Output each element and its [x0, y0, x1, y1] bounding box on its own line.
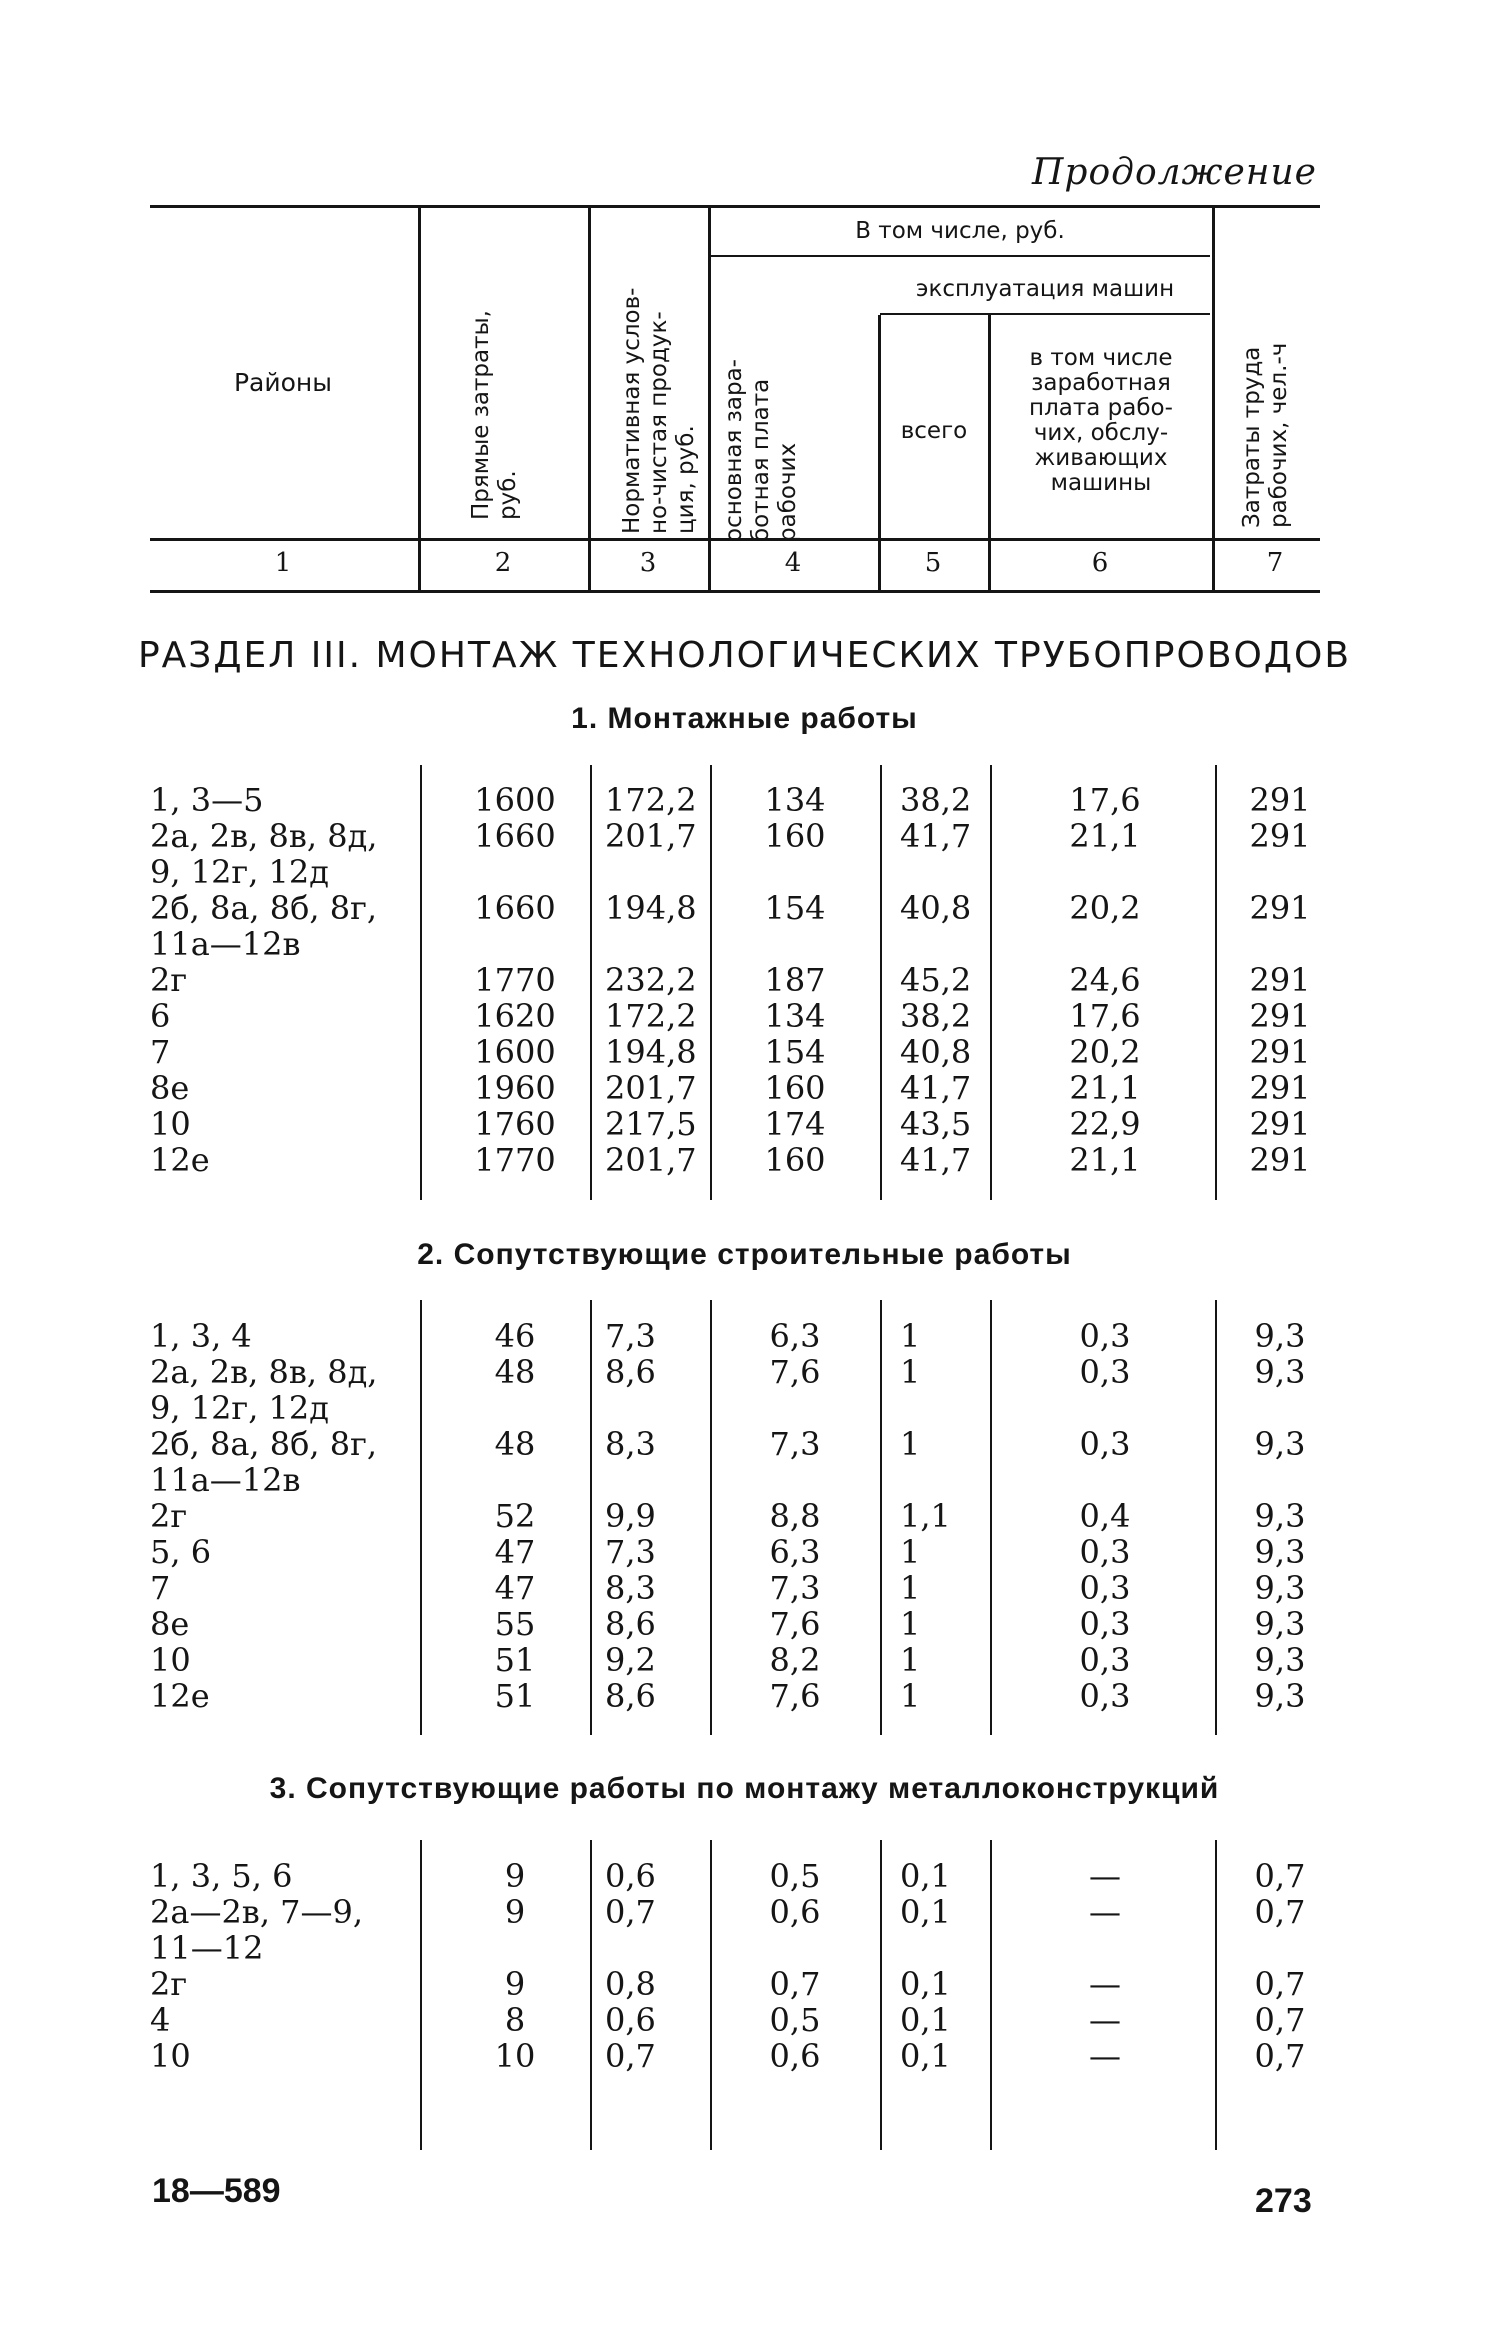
value-cell-col2: 1760: [474, 1105, 556, 1143]
region-line: 7: [150, 1033, 171, 1071]
value-cell-col2: 1600: [474, 1033, 556, 1071]
header-numbers-rule: [150, 590, 1320, 593]
value-cell-col4: 174: [764, 1105, 826, 1143]
value-cell-col6: —: [1089, 2001, 1121, 2039]
value-cell-col5: 1: [900, 1533, 921, 1571]
value-cell-col7: 291: [1249, 997, 1311, 1035]
region-line: 1, 3, 5, 6: [150, 1857, 293, 1895]
value-cell-col2: 47: [494, 1533, 536, 1571]
value-cell-col5: 1,1: [900, 1497, 951, 1535]
value-cell-col6: 21,1: [1069, 1141, 1141, 1179]
region-line: 2а, 2в, 8в, 8д,: [150, 1353, 378, 1391]
value-cell-col3: 201,7: [605, 1141, 697, 1179]
region-cell: [150, 1858, 292, 1894]
page-number: 273: [1255, 2182, 1312, 2220]
value-cell-col7: 291: [1249, 1069, 1311, 1107]
region-line: 10: [150, 2037, 191, 2075]
header-divider-3: [708, 205, 711, 590]
value-cell-col2: 1770: [474, 961, 556, 999]
value-cell-col3: 7,3: [605, 1533, 656, 1571]
region-line: 11—12: [150, 1929, 264, 1967]
region-line: 2б, 8а, 8б, 8г,: [150, 889, 378, 927]
header-divider-5: [988, 315, 991, 590]
table-row: [0, 1678, 1489, 1714]
value-cell-col6: —: [1089, 1857, 1121, 1895]
region-line: 11а—12в: [150, 1461, 301, 1499]
value-cell-col2: 8: [504, 2001, 526, 2039]
region-line: 10: [150, 1105, 191, 1143]
header-divider-6: [1212, 205, 1215, 590]
region-cell: [150, 1570, 170, 1606]
value-cell-col7: 9,3: [1254, 1569, 1306, 1607]
region-cell: [150, 962, 187, 998]
value-cell-col4: 7,3: [769, 1569, 821, 1607]
column-number: 1: [274, 548, 292, 578]
region-line: 2г: [150, 961, 188, 999]
continuation-label: Продолжение: [1032, 152, 1317, 193]
region-line: 12е: [150, 1141, 210, 1179]
region-cell: [150, 1318, 252, 1354]
value-cell-col4: 187: [764, 961, 826, 999]
table-row: [0, 1034, 1489, 1070]
value-cell-col5: 0,1: [900, 1893, 951, 1931]
value-cell-col3: 9,9: [605, 1497, 656, 1535]
value-cell-col7: 291: [1249, 1033, 1311, 1071]
value-cell-col4: 154: [764, 889, 826, 927]
table-row: [0, 1106, 1489, 1142]
value-cell-col2: 48: [494, 1425, 536, 1463]
header-col-normative-product: Нормативная услов- но-чистая продук- ция, руб.: [619, 287, 699, 534]
value-cell-col2: 9: [504, 1857, 526, 1895]
value-cell-col7: 9,3: [1254, 1605, 1306, 1643]
value-cell-col7: 0,7: [1254, 1965, 1306, 2003]
header-divider-2: [588, 205, 591, 590]
region-line: 2а, 2в, 8в, 8д,: [150, 817, 378, 855]
value-cell-col4: 0,5: [769, 1857, 821, 1895]
value-cell-col2: 1660: [474, 889, 556, 927]
value-cell-col6: —: [1089, 2037, 1121, 2075]
value-cell-col6: 0,3: [1079, 1425, 1131, 1463]
value-cell-col2: 51: [494, 1677, 536, 1715]
value-cell-col4: 6,3: [769, 1533, 821, 1571]
region-cell: [150, 1142, 210, 1178]
value-cell-col6: 20,2: [1069, 889, 1141, 927]
value-cell-col7: 9,3: [1254, 1677, 1306, 1715]
value-cell-col7: 9,3: [1254, 1425, 1306, 1463]
column-number: 3: [639, 548, 657, 578]
table-row: [0, 998, 1489, 1034]
column-number: 4: [784, 548, 802, 578]
value-cell-col6: 0,3: [1079, 1677, 1131, 1715]
value-cell-col5: 0,1: [900, 1965, 951, 2003]
value-cell-col6: 20,2: [1069, 1033, 1141, 1071]
region-line: 5, 6: [150, 1533, 212, 1571]
value-cell-col5: 1: [900, 1605, 921, 1643]
table-row: [0, 889, 1489, 963]
region-cell: [150, 1070, 189, 1106]
value-cell-col3: 7,3: [605, 1317, 656, 1355]
value-cell-col6: 0,3: [1079, 1569, 1131, 1607]
value-cell-col5: 0,1: [900, 1857, 951, 1895]
value-cell-col7: 291: [1249, 817, 1311, 855]
header-col-regions: Районы: [233, 368, 333, 397]
region-cell: [150, 2038, 191, 2074]
value-cell-col6: 17,6: [1069, 997, 1141, 1035]
table-row: [0, 817, 1489, 891]
region-line: 4: [150, 2001, 171, 2039]
value-cell-col4: 7,6: [769, 1677, 821, 1715]
value-cell-col3: 201,7: [605, 1069, 697, 1107]
value-cell-col6: 0,3: [1079, 1317, 1131, 1355]
value-cell-col3: 217,5: [605, 1105, 697, 1143]
value-cell-col5: 40,8: [900, 889, 972, 927]
value-cell-col2: 1600: [474, 781, 556, 819]
value-cell-col7: 9,3: [1254, 1533, 1306, 1571]
table-row: [0, 1642, 1489, 1678]
value-cell-col2: 46: [494, 1317, 536, 1355]
region-cell: [150, 1498, 187, 1534]
region-cell: [150, 1534, 211, 1570]
value-cell-col3: 8,3: [605, 1569, 656, 1607]
header-col-total: всего: [900, 418, 968, 444]
value-cell-col5: 1: [900, 1677, 921, 1715]
value-cell-col5: 38,2: [900, 997, 972, 1035]
region-line: 9, 12г, 12д: [150, 853, 329, 891]
region-cell: [150, 1106, 191, 1142]
region-line: 10: [150, 1641, 191, 1679]
header-col-direct-costs: Прямые затраты, руб.: [468, 310, 521, 520]
region-line: 8е: [150, 1069, 190, 1107]
value-cell-col6: 22,9: [1069, 1105, 1141, 1143]
value-cell-col5: 0,1: [900, 2037, 951, 2075]
value-cell-col7: 291: [1249, 889, 1311, 927]
value-cell-col6: 24,6: [1069, 961, 1141, 999]
region-line: 11а—12в: [150, 925, 301, 963]
value-cell-col5: 45,2: [900, 961, 972, 999]
value-cell-col7: 0,7: [1254, 2037, 1306, 2075]
value-cell-col3: 0,6: [605, 2001, 656, 2039]
value-cell-col4: 160: [764, 1141, 826, 1179]
region-cell: [150, 2002, 170, 2038]
value-cell-col6: 21,1: [1069, 817, 1141, 855]
region-cell: [150, 1426, 377, 1498]
table-row: [0, 1966, 1489, 2002]
region-line: 2а—2в, 7—9,: [150, 1893, 364, 1931]
value-cell-col7: 291: [1249, 961, 1311, 999]
value-cell-col6: 0,3: [1079, 1605, 1131, 1643]
value-cell-col2: 10: [494, 2037, 536, 2075]
value-cell-col3: 9,2: [605, 1641, 656, 1679]
value-cell-col7: 0,7: [1254, 1893, 1306, 1931]
header-group-rule: [710, 255, 1210, 257]
region-line: 9, 12г, 12д: [150, 1389, 329, 1427]
header-top-rule: [150, 205, 1320, 208]
value-cell-col7: 291: [1249, 781, 1311, 819]
table-row: [0, 782, 1489, 818]
value-cell-col4: 6,3: [769, 1317, 821, 1355]
region-cell: [150, 782, 263, 818]
region-cell: [150, 1354, 377, 1426]
value-cell-col2: 1620: [474, 997, 556, 1035]
value-cell-col4: 7,3: [769, 1425, 821, 1463]
value-cell-col7: 9,3: [1254, 1497, 1306, 1535]
region-line: 6: [150, 997, 171, 1035]
value-cell-col3: 8,6: [605, 1353, 656, 1391]
table-row: [0, 1318, 1489, 1354]
table-row: [0, 1858, 1489, 1894]
region-cell: [150, 890, 377, 962]
region-line: 8е: [150, 1605, 190, 1643]
value-cell-col5: 43,5: [900, 1105, 972, 1143]
region-cell: [150, 1034, 170, 1070]
region-line: 7: [150, 1569, 171, 1607]
value-cell-col5: 1: [900, 1641, 921, 1679]
value-cell-col6: 0,3: [1079, 1353, 1131, 1391]
value-cell-col4: 7,6: [769, 1605, 821, 1643]
value-cell-col4: 154: [764, 1033, 826, 1071]
table-row: [0, 1353, 1489, 1427]
subsection-title: 2. Сопутствующие строительные работы: [417, 1238, 1072, 1271]
region-cell: [150, 1894, 363, 1966]
value-cell-col4: 8,2: [769, 1641, 821, 1679]
value-cell-col4: 0,6: [769, 1893, 821, 1931]
value-cell-col5: 40,8: [900, 1033, 972, 1071]
value-cell-col6: —: [1089, 1893, 1121, 1931]
value-cell-col2: 47: [494, 1569, 536, 1607]
value-cell-col2: 55: [494, 1605, 536, 1643]
value-cell-col2: 51: [494, 1641, 536, 1679]
region-cell: [150, 1606, 189, 1642]
value-cell-col6: 21,1: [1069, 1069, 1141, 1107]
value-cell-col2: 9: [504, 1893, 526, 1931]
table-row: [0, 1425, 1489, 1499]
value-cell-col7: 291: [1249, 1105, 1311, 1143]
value-cell-col3: 0,7: [605, 1893, 656, 1931]
table-row: [0, 1142, 1489, 1178]
value-cell-col7: 0,7: [1254, 2001, 1306, 2039]
value-cell-col3: 8,6: [605, 1605, 656, 1643]
value-cell-col4: 134: [764, 997, 826, 1035]
region-line: 12е: [150, 1677, 210, 1715]
value-cell-col3: 8,6: [605, 1677, 656, 1715]
value-cell-col3: 201,7: [605, 817, 697, 855]
value-cell-col4: 134: [764, 781, 826, 819]
region-cell: [150, 1678, 210, 1714]
value-cell-col2: 52: [494, 1497, 536, 1535]
value-cell-col3: 232,2: [605, 961, 697, 999]
table-row: [0, 2002, 1489, 2038]
value-cell-col5: 1: [900, 1317, 921, 1355]
value-cell-col3: 194,8: [605, 1033, 697, 1071]
value-cell-col6: —: [1089, 1965, 1121, 2003]
value-cell-col5: 41,7: [900, 817, 972, 855]
value-cell-col5: 38,2: [900, 781, 972, 819]
region-cell: [150, 998, 170, 1034]
table-row: [0, 1570, 1489, 1606]
value-cell-col6: 0,4: [1079, 1497, 1131, 1535]
value-cell-col5: 41,7: [900, 1069, 972, 1107]
value-cell-col5: 1: [900, 1569, 921, 1607]
region-line: 2г: [150, 1497, 188, 1535]
column-number: 2: [494, 548, 512, 578]
region-line: 1, 3, 4: [150, 1317, 252, 1355]
table-row: [0, 1534, 1489, 1570]
value-cell-col3: 0,6: [605, 1857, 656, 1895]
header-col-labor: Затраты труда рабочих, чел.-ч: [1239, 342, 1292, 528]
column-number: 6: [1091, 548, 1109, 578]
subsection-title: 3. Сопутствующие работы по монтажу металлоконструкций: [269, 1772, 1220, 1805]
value-cell-col4: 0,5: [769, 2001, 821, 2039]
subsection-title: 1. Монтажные работы: [571, 702, 918, 735]
value-cell-col3: 194,8: [605, 889, 697, 927]
value-cell-col4: 0,6: [769, 2037, 821, 2075]
value-cell-col2: 9: [504, 1965, 526, 2003]
region-line: 1, 3—5: [150, 781, 264, 819]
header-subgroup-machines: эксплуатация машин: [915, 276, 1175, 302]
value-cell-col3: 0,8: [605, 1965, 656, 2003]
header-group-including: В том числе, руб.: [855, 218, 1065, 244]
value-cell-col3: 0,7: [605, 2037, 656, 2075]
region-cell: [150, 1966, 187, 2002]
value-cell-col6: 0,3: [1079, 1641, 1131, 1679]
value-cell-col4: 7,6: [769, 1353, 821, 1391]
value-cell-col2: 1770: [474, 1141, 556, 1179]
value-cell-col4: 0,7: [769, 1965, 821, 2003]
section-title: РАЗДЕЛ III. МОНТАЖ ТЕХНОЛОГИЧЕСКИХ ТРУБОПРОВОДОВ: [137, 635, 1352, 676]
table-row: [0, 2038, 1489, 2074]
table-row: [0, 1893, 1489, 1967]
table-row: [0, 1606, 1489, 1642]
value-cell-col7: 9,3: [1254, 1353, 1306, 1391]
value-cell-col3: 172,2: [605, 997, 697, 1035]
value-cell-col2: 1960: [474, 1069, 556, 1107]
column-number: 7: [1266, 548, 1284, 578]
value-cell-col7: 9,3: [1254, 1641, 1306, 1679]
header-subgroup-rule: [880, 313, 1210, 315]
header-divider-4: [878, 315, 881, 590]
table-row: [0, 962, 1489, 998]
column-number: 5: [924, 548, 942, 578]
value-cell-col5: 1: [900, 1353, 921, 1391]
region-cell: [150, 1642, 191, 1678]
region-cell: [150, 818, 377, 890]
value-cell-col7: 9,3: [1254, 1317, 1306, 1355]
value-cell-col5: 1: [900, 1425, 921, 1463]
value-cell-col7: 291: [1249, 1141, 1311, 1179]
header-col-basic-wages: основная зара- ботная плата рабочих: [721, 359, 801, 542]
table-row: [0, 1498, 1489, 1534]
value-cell-col5: 0,1: [900, 2001, 951, 2039]
value-cell-col2: 1660: [474, 817, 556, 855]
value-cell-col2: 48: [494, 1353, 536, 1391]
value-cell-col4: 8,8: [769, 1497, 821, 1535]
value-cell-col4: 160: [764, 1069, 826, 1107]
value-cell-col3: 172,2: [605, 781, 697, 819]
value-cell-col4: 160: [764, 817, 826, 855]
value-cell-col6: 0,3: [1079, 1533, 1131, 1571]
header-divider-1: [418, 205, 421, 590]
value-cell-col3: 8,3: [605, 1425, 656, 1463]
region-line: 2г: [150, 1965, 188, 2003]
value-cell-col7: 0,7: [1254, 1857, 1306, 1895]
value-cell-col5: 41,7: [900, 1141, 972, 1179]
signature-mark: 18—589: [152, 2172, 281, 2210]
table-row: [0, 1070, 1489, 1106]
value-cell-col6: 17,6: [1069, 781, 1141, 819]
region-line: 2б, 8а, 8б, 8г,: [150, 1425, 378, 1463]
header-col-machine-wages: в том числе заработная плата рабо- чих, обслу- живающих машины: [1029, 345, 1173, 496]
